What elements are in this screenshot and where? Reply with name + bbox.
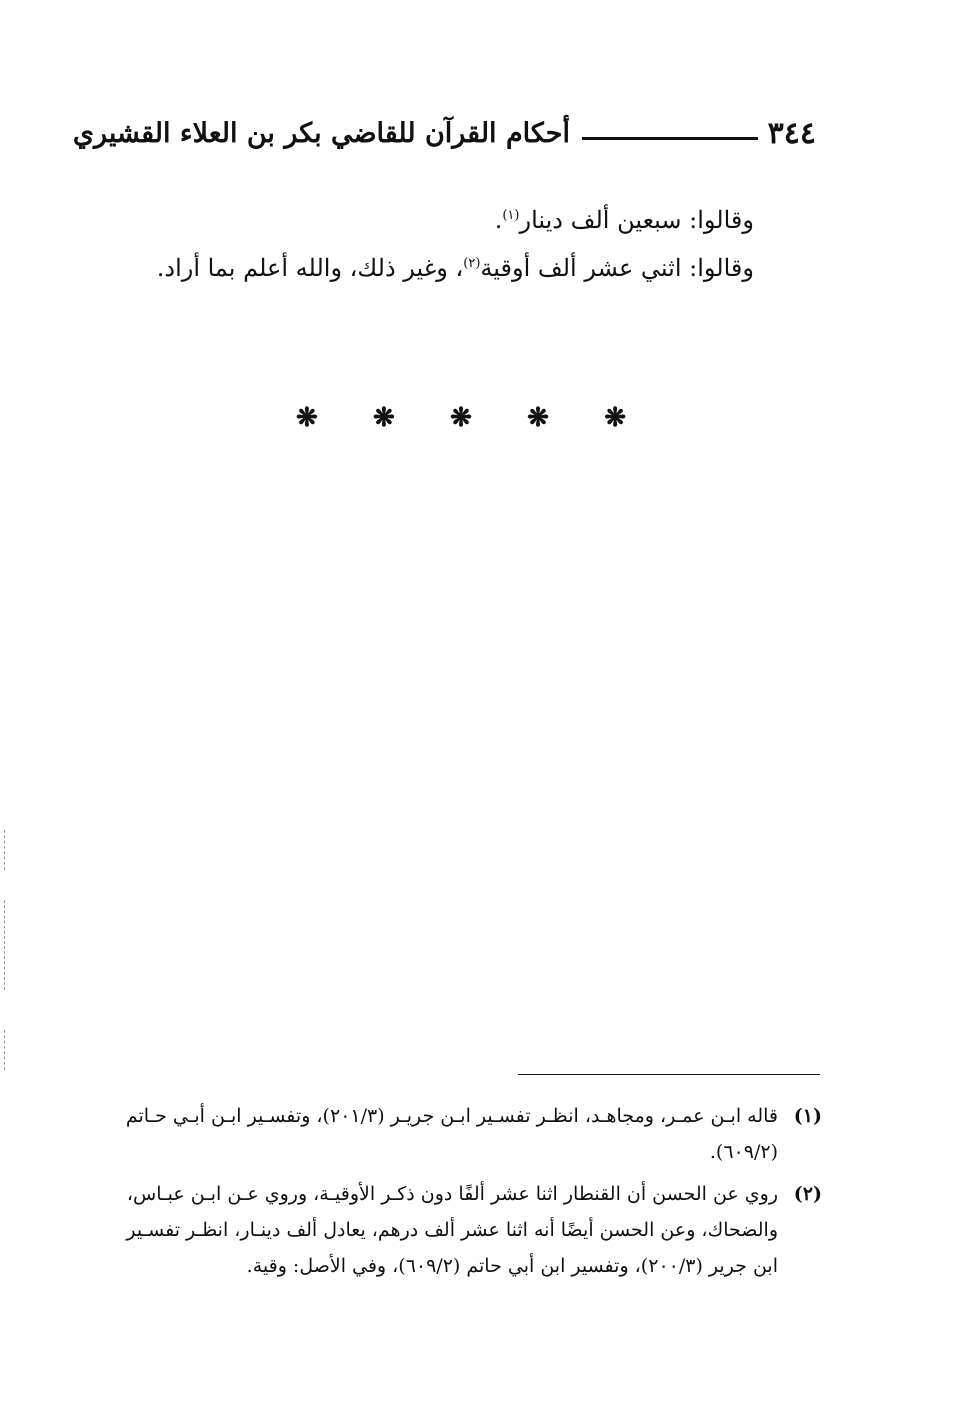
footnotes	[100, 1098, 822, 1290]
asterism-star-icon: ❋	[373, 403, 395, 433]
text-line	[154, 244, 754, 292]
footnote-ref-2[interactable]: (٢)	[463, 256, 481, 271]
footnote-ref-1[interactable]: (١)	[502, 208, 520, 223]
footnote-number: (١)	[793, 1105, 822, 1127]
asterism-star-icon: ❋	[450, 403, 472, 433]
text-line-tail: ، وغير ذلك، والله أعلم بما أراد.	[156, 254, 464, 282]
text-line-content: وقالوا: سبعين ألف دينار	[519, 206, 754, 234]
text-line	[154, 196, 754, 244]
footnote-1	[100, 1098, 822, 1170]
footnote-rule	[518, 1074, 820, 1075]
section-separator	[296, 398, 626, 438]
page-number: ٣٤٤	[767, 116, 816, 151]
header-rule	[582, 137, 758, 140]
running-title: أحكام القرآن للقاضي بكر بن العلاء القشيري	[72, 118, 570, 149]
asterism-star-icon: ❋	[296, 403, 318, 433]
footnote-text: روي عن الحسن أن القنطار اثنا عشر ألفًا دون ذكـر الأوقيـة، وروي عـن ابـن عبـاس، والضحاك، وعن الحسن أيضًا أنه اثنا عشر ألف درهم، يعادل ألف دينـار، انظـر تفسـير ابن جرير (٢٠٠/٣)، وتفسير ابن أبي حاتم (٦٠٩/٢)، وفي الأصل: وقية.	[126, 1183, 778, 1277]
text-line-content: وقالوا: اثني عشر ألف أوقية	[480, 254, 754, 282]
scan-margin-mark	[4, 1030, 5, 1070]
footnote-text: قاله ابـن عمـر، ومجاهـد، انظـر تفسـير ابـن جريـر (٢٠١/٣)، وتفسـير ابـن أبـي حـاتم (٦٠٩/٢).	[125, 1105, 778, 1163]
asterism-star-icon: ❋	[604, 403, 626, 433]
footnote-2	[100, 1176, 822, 1284]
main-text	[154, 196, 754, 292]
text-line-tail: .	[494, 206, 503, 234]
scan-margin-mark	[4, 900, 5, 990]
footnote-number: (٢)	[793, 1183, 822, 1205]
asterism-star-icon: ❋	[527, 403, 549, 433]
page-header	[72, 112, 816, 160]
scan-margin-mark	[4, 830, 5, 870]
